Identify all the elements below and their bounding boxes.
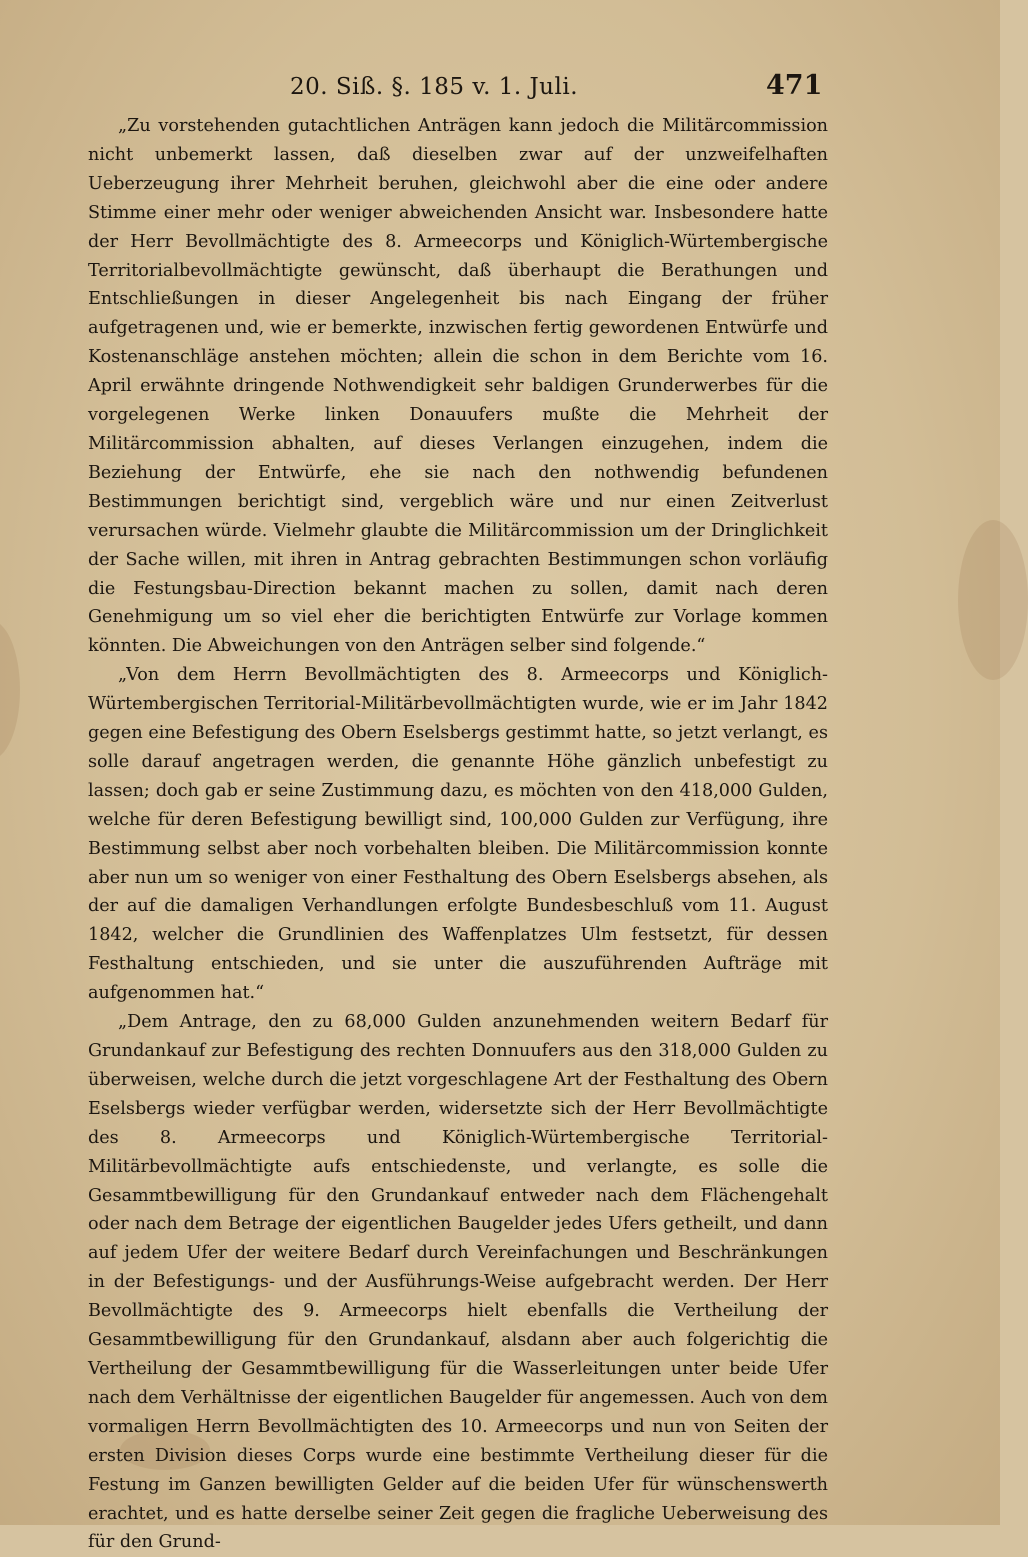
paper-stain xyxy=(0,620,20,760)
running-head: 20. Siß. §. 185 v. 1. Juli. xyxy=(290,74,579,100)
paragraph-3: „Dem Antrage, den zu 68,000 Gulden anzunehmenden weitern Bedarf für Grundankauf zur Befestigung des rechten Donnuufers aus den 318,000 Gulden zu überweisen, welche durch die jetzt vorgeschlagene Art der Festhaltung des Obern Eselsbergs wieder verfügbar werden, widersetzte sich der Herr Bevollmächtigte des 8. Armeecorps und Königlich-Würtembergische Territorial-Militärbevollmächtigte aufs entschiedenste, und verlangte, es solle die Gesammtbewilligung für den Grundankauf entweder nach dem Flächengehalt oder nach dem Betrage der eigentlichen Baugelder jedes Ufers getheilt, und dann auf jedem Ufer der weitere Bedarf durch Vereinfachungen und Beschränkungen in der Befestigungs- und der Ausführungs-Weise aufgebracht werden. Der Herr Bevollmächtigte des 9. Armeecorps hielt ebenfalls die Vertheilung der Gesammtbewilligung für den Grundankauf, alsdann aber auch folgerichtig die Vertheilung der Gesammtbewilligung für die Wasserleitungen unter beide Ufer nach dem Verhältnisse der eigentlichen Baugelder für angemessen. Auch von dem vormaligen Herrn Bevollmächtigten des 10. Armeecorps und nun von Seiten der ersten Division dieses Corps wurde eine bestimmte Vertheilung dieser für die Festung im Ganzen bewilligten Gelder auf die beiden Ufer für wünschenswerth erachtet, und es hatte derselbe seiner Zeit gegen die fragliche Ueberweisung des für den Grund- xyxy=(88,1012,828,1553)
paragraph-1: „Zu vorstehenden gutachtlichen Anträgen kann jedoch die Militärcommission nicht unbemerkt lassen, daß dieselben zwar auf der unzweifelhaften Ueberzeugung ihrer Mehrheit beruhen, gleichwohl aber die eine oder andere Stimme einer mehr oder weniger abweichenden Ansicht war. Insbesondere hatte der Herr Bevollmächtigte des 8. Armeecorps und Königlich-Würtembergische Territorialbevollmächtigte gewünscht, daß überhaupt die Berathungen und Entschließungen in dieser Angelegenheit bis nach Eingang der früher aufgetragenen und, wie er bemerkte, inzwischen fertig gewordenen Entwürfe und Kostenanschläge anstehen möchten; allein die schon in dem Berichte vom 16. April erwähnte dringende Nothwendigkeit sehr baldigen Grunderwerbes für die vorgelegenen Werke linken Donauufers mußte die Mehrheit der Militärcommission abhalten, auf dieses Verlangen einzugehen, indem die Beziehung der Entwürfe, ehe sie nach den nothwendig befundenen Bestimmungen berichtigt sind, vergeblich wäre und nur einen Zeitverlust verursachen würde. Vielmehr glaubte die Militärcommission um der Dringlichkeit der Sache willen, mit ihren in Antrag gebrachten Bestimmungen schon vorläufig die Festungsbau-Direction bekannt machen zu sollen, damit nach deren Genehmigung um so viel eher die berichtigten Entwürfe zur Vorlage kommen könnten. Die Abweichungen von den Anträgen selber sind folgende.“ xyxy=(88,116,828,657)
page-header xyxy=(0,64,1000,112)
page-number: 471 xyxy=(766,70,823,101)
body-text xyxy=(88,112,828,1557)
paragraph-2: „Von dem Herrn Bevollmächtigten des 8. Armeecorps und Königlich-Würtembergischen Territorial-Militärbevollmächtigten wurde, wie er im Jahr 1842 gegen eine Befestigung des Obern Eselsbergs gestimmt hatte, so jetzt verlangt, es solle darauf angetragen werden, die genannte Höhe gänzlich unbefestigt zu lassen; doch gab er seine Zustimmung dazu, es möchten von den 418,000 Gulden, welche für deren Befestigung bewilligt sind, 100,000 Gulden zur Verfügung, ihre Bestimmung selbst aber noch vorbehalten bleiben. Die Militärcommission konnte aber nun um so weniger von einer Festhaltung des Obern Eselsbergs absehen, als der auf die damaligen Verhandlungen erfolgte Bundesbeschluß vom 11. August 1842, welcher die Grundlinien des Waffenplatzes Ulm festsetzt, für dessen Festhaltung entschieden, und sie unter die auszuführenden Aufträge mit aufgenommen hat.“ xyxy=(88,665,828,1004)
paper-stain xyxy=(958,520,1028,680)
